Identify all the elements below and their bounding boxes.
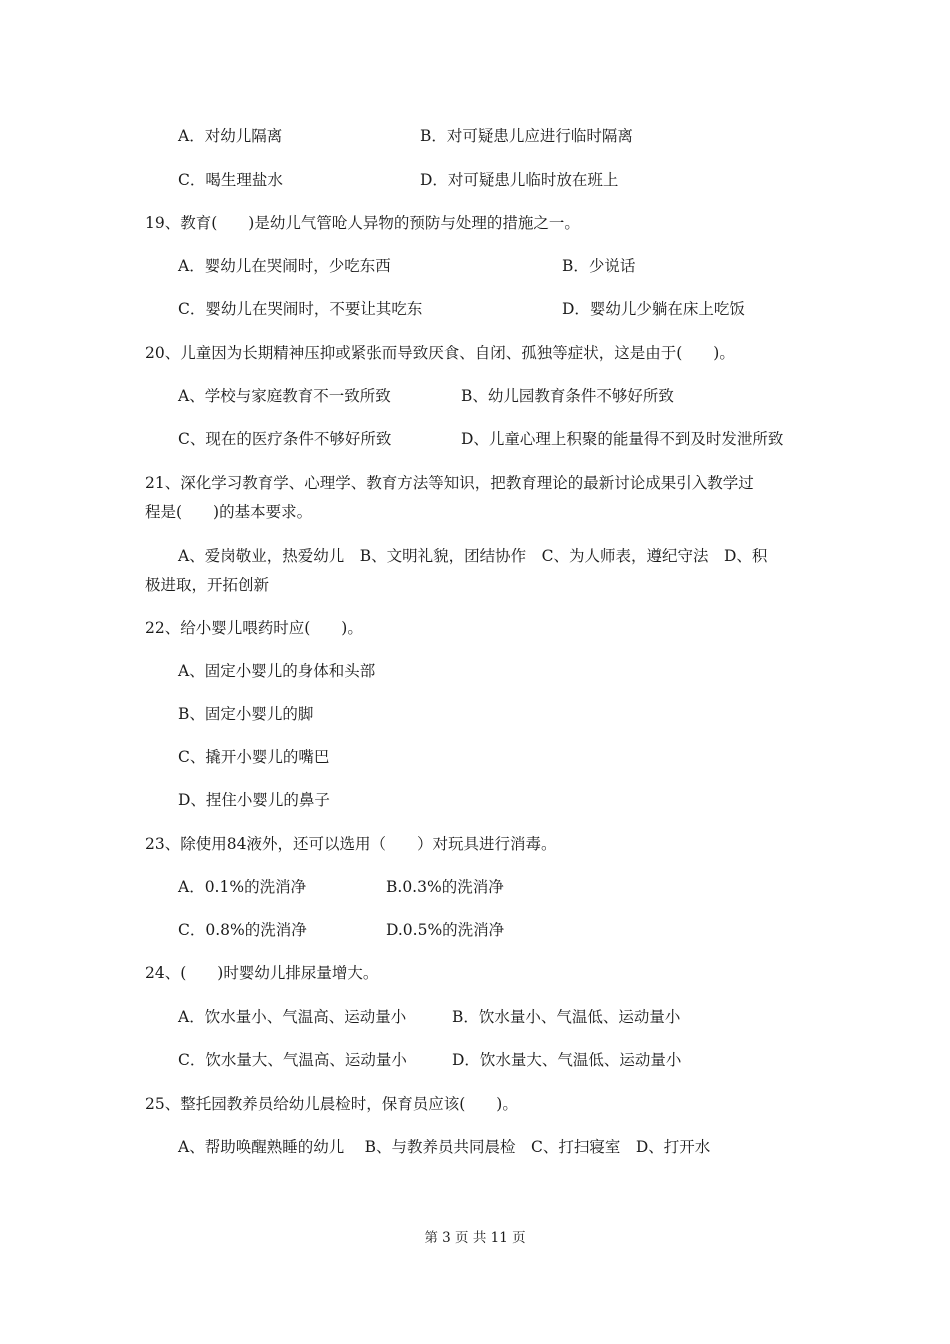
q20-stem: 20、儿童因为长期精神压抑或紧张而导致厌食、自闭、孤独等症状，这是由于( )。 xyxy=(145,344,735,362)
q20-option-d: D、儿童心理上积聚的能量得不到及时发泄所致 xyxy=(461,430,784,448)
q24-option-b: B．饮水量小、气温低、运动量小 xyxy=(452,1008,681,1026)
q25-options: A、帮助唤醒熟睡的幼儿 B、与教养员共同晨检 C、打扫寝室 D、打开水 xyxy=(178,1138,711,1156)
q21-options-line1: A、爱岗敬业，热爱幼儿 B、文明礼貌，团结协作 C、为人师表，遵纪守法 D、积 xyxy=(178,547,768,565)
q22-option-a: A、固定小婴儿的身体和头部 xyxy=(178,662,376,680)
q21-options-line2: 极进取，开拓创新 xyxy=(145,576,270,594)
q20-option-c: C、现在的医疗条件不够好所致 xyxy=(178,430,392,448)
q23-option-d: D.0.5%的洗消净 xyxy=(386,921,505,939)
q23-option-b: B.0.3%的洗消净 xyxy=(386,878,504,896)
q19-stem: 19、教育( )是幼儿气管呛人异物的预防与处理的措施之一。 xyxy=(145,214,580,232)
q24-option-a: A．饮水量小、气温高、运动量小 xyxy=(178,1008,407,1026)
q23-option-a: A．0.1%的洗消净 xyxy=(178,878,307,896)
q18-option-c: C．喝生理盐水 xyxy=(178,171,283,189)
q21-stem-line1: 21、深化学习教育学、心理学、教育方法等知识，把教育理论的最新讨论成果引入教学过 xyxy=(145,474,754,492)
q22-option-b: B、固定小婴儿的脚 xyxy=(178,705,314,723)
q25-stem: 25、整托园教养员给幼儿晨检时，保育员应该( )。 xyxy=(145,1095,518,1113)
q18-option-d: D．对可疑患儿临时放在班上 xyxy=(420,171,619,189)
q19-option-c: C．婴幼儿在哭闹时，不要让其吃东 xyxy=(178,300,423,318)
q24-option-c: C．饮水量大、气温高、运动量小 xyxy=(178,1051,407,1069)
q20-option-b: B、幼儿园教育条件不够好所致 xyxy=(461,387,674,405)
q22-stem: 22、给小婴儿喂药时应( )。 xyxy=(145,619,363,637)
page-footer: 第 3 页 共 11 页 xyxy=(424,1230,526,1246)
q21-stem-line2: 程是( )的基本要求。 xyxy=(145,503,313,521)
q19-option-b: B．少说话 xyxy=(562,257,636,275)
q19-option-d: D．婴幼儿少躺在床上吃饭 xyxy=(562,300,745,318)
q19-option-a: A．婴幼儿在哭闹时，少吃东西 xyxy=(178,257,391,275)
q22-option-d: D、捏住小婴儿的鼻子 xyxy=(178,791,330,809)
q23-option-c: C．0.8%的洗消净 xyxy=(178,921,307,939)
q23-stem: 23、除使用84液外，还可以选用（ ）对玩具进行消毒。 xyxy=(145,835,557,853)
q22-option-c: C、撬开小婴儿的嘴巴 xyxy=(178,748,330,766)
q20-option-a: A、学校与家庭教育不一致所致 xyxy=(178,387,391,405)
q24-option-d: D．饮水量大、气温低、运动量小 xyxy=(452,1051,682,1069)
q24-stem: 24、( )时婴幼儿排尿量增大。 xyxy=(145,964,379,982)
q18-option-a: A．对幼儿隔离 xyxy=(178,127,283,145)
q18-option-b: B．对可疑患儿应进行临时隔离 xyxy=(420,127,633,145)
